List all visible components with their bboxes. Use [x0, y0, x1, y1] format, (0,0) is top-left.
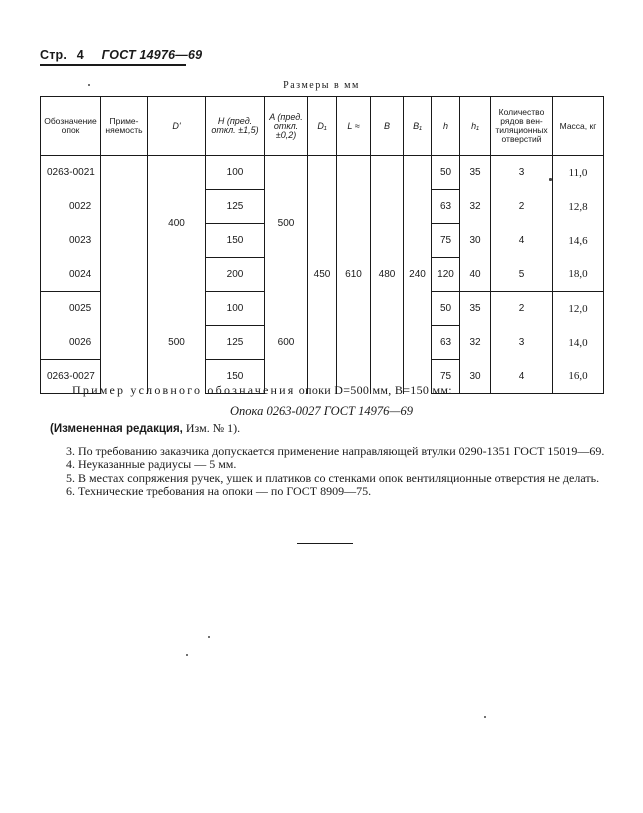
- cell-l: 610: [337, 156, 371, 394]
- cell-code: 0025: [41, 292, 101, 326]
- cell-code: 0024: [41, 258, 101, 292]
- cell-vent-rows: 3: [491, 156, 553, 190]
- amendment-bold: (Измененная редакция,: [50, 423, 183, 435]
- cell-h: 125: [206, 326, 265, 360]
- cell-vent-rows: 4: [491, 360, 553, 394]
- bottom-rule: [297, 543, 353, 544]
- col-header-a: A (пред. откл. ±0,2): [265, 97, 308, 156]
- col-header-small-h1: h₁: [460, 97, 491, 156]
- cell-d: 400: [148, 156, 206, 292]
- page-label: Стр.: [40, 48, 68, 62]
- dimensions-table: [40, 96, 604, 394]
- cell-vent-rows: 5: [491, 258, 553, 292]
- col-header-b: B: [371, 97, 404, 156]
- cell-small-h1: 30: [460, 360, 491, 394]
- amendment-note: [50, 422, 610, 437]
- note-item: 4. Неуказанные радиусы — 5 мм.: [66, 457, 237, 471]
- cell-vent-rows: 4: [491, 224, 553, 258]
- note-item: 5. В местах сопряжения ручек, ушек и платиков со стенками опок вентиляционные отверстия не делать.: [66, 470, 600, 485]
- cell-small-h1: 32: [460, 190, 491, 224]
- col-header-small-h: h: [432, 97, 460, 156]
- cell-small-h1: 35: [460, 292, 491, 326]
- col-header-h: H (пред. откл. ±1,5): [206, 97, 265, 156]
- cell-h: 150: [206, 224, 265, 258]
- col-header-d1: D₁: [308, 97, 337, 156]
- units-caption: Размеры в мм: [283, 80, 360, 91]
- scan-speck: [88, 84, 90, 86]
- cell-small-h1: 30: [460, 224, 491, 258]
- cell-code: 0023: [41, 224, 101, 258]
- example-lead: Пример условного обозначения: [72, 383, 296, 397]
- standard-number: ГОСТ 14976—69: [101, 48, 203, 62]
- cell-small-h1: 35: [460, 156, 491, 190]
- col-header-usage: Приме-няемость: [101, 97, 148, 156]
- scan-speck: [208, 636, 210, 638]
- cell-h: 150: [206, 360, 265, 394]
- cell-vent-rows: 2: [491, 292, 553, 326]
- col-header-d: D': [148, 97, 206, 156]
- cell-h: 125: [206, 190, 265, 224]
- page-number: 4: [76, 48, 84, 62]
- scan-speck: [484, 716, 486, 718]
- cell-small-h: 50: [432, 292, 460, 326]
- cell-h: 200: [206, 258, 265, 292]
- col-header-code: Обозначение опок: [41, 97, 101, 156]
- cell-small-h: 75: [432, 360, 460, 394]
- cell-vent-rows: 3: [491, 326, 553, 360]
- cell-mass: 12,0: [553, 292, 604, 326]
- cell-usage: [101, 156, 148, 292]
- page-header: [40, 48, 202, 62]
- cell-code: 0263-0027: [41, 360, 101, 394]
- header-rule: [40, 64, 186, 66]
- cell-vent-rows: 2: [491, 190, 553, 224]
- table-header-row: [41, 97, 604, 156]
- cell-small-h: 50: [432, 156, 460, 190]
- cell-small-h: 120: [432, 258, 460, 292]
- cell-h: 100: [206, 292, 265, 326]
- notes-block: [50, 422, 610, 499]
- table-row: [41, 156, 604, 190]
- cell-d: 500: [148, 292, 206, 394]
- amendment-rest: Изм. № 1).: [185, 421, 241, 435]
- cell-h: 100: [206, 156, 265, 190]
- cell-b: 480: [371, 156, 404, 394]
- scan-speck: [549, 178, 552, 181]
- cell-a: 600: [265, 292, 308, 394]
- cell-b1: 240: [404, 156, 432, 394]
- cell-mass: 11,0: [553, 156, 604, 190]
- col-header-b1: B₁: [404, 97, 432, 156]
- cell-code: 0026: [41, 326, 101, 360]
- cell-mass: 18,0: [553, 258, 604, 292]
- cell-code: 0022: [41, 190, 101, 224]
- cell-small-h: 63: [432, 326, 460, 360]
- example-tail: опоки D=500 мм, B=150 мм:: [298, 383, 452, 397]
- cell-mass: 14,6: [553, 224, 604, 258]
- designation-example: [72, 383, 452, 398]
- cell-mass: 16,0: [553, 360, 604, 394]
- col-header-mass: Масса, кг: [553, 97, 604, 156]
- cell-mass: 14,0: [553, 326, 604, 360]
- cell-small-h1: 32: [460, 326, 491, 360]
- note-item: 3. По требованию заказчика допускается применение направляющей втулки 0290-1351 ГОСТ 15019—69.: [66, 443, 605, 458]
- col-header-l: L ≈: [337, 97, 371, 156]
- col-header-vent-rows: Количество рядов вен-тиляционных отверстий: [491, 97, 553, 156]
- cell-code: 0263-0021: [41, 156, 101, 190]
- cell-usage: [101, 292, 148, 394]
- cell-small-h1: 40: [460, 258, 491, 292]
- cell-a: 500: [265, 156, 308, 292]
- cell-small-h: 63: [432, 190, 460, 224]
- cell-mass: 12,8: [553, 190, 604, 224]
- scan-speck: [186, 654, 188, 656]
- cell-d1: 450: [308, 156, 337, 394]
- designation-text: Опока 0263-0027 ГОСТ 14976—69: [230, 404, 413, 418]
- note-item: 6. Технические требования на опоки — по ГОСТ 8909—75.: [66, 484, 372, 498]
- cell-small-h: 75: [432, 224, 460, 258]
